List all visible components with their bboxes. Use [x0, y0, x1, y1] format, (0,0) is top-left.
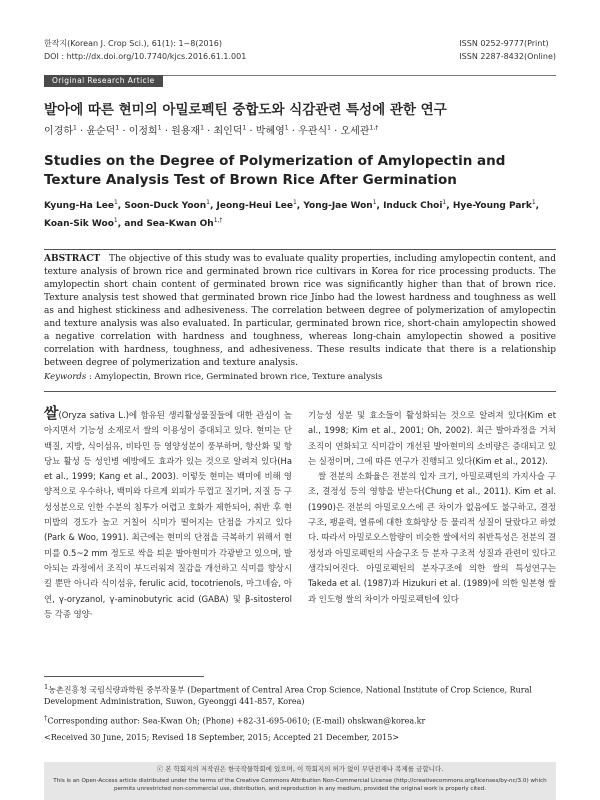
- korean-author: [86, 126, 119, 137]
- english-author-name: Kyung-Ha Lee: [44, 201, 114, 211]
- korean-author-name: 오세관: [340, 126, 370, 137]
- korean-author: [298, 126, 331, 137]
- korean-author-affiliation: 1: [242, 124, 247, 132]
- korean-author-affiliation: 1: [115, 124, 120, 132]
- body-right-paragraph-2: 쌀 전분의 소화율은 전분의 입자 크기, 아밀로펙틴의 가지사슬 구조, 결정성 등의 영향을 받는다(Chung et al., 2011). Kim et al. (1990)은 전분의 아밀로오스에 큰 차이가 없음에도 불구하고, 결정구조, 팽윤력, 열류에 대한 호화양상 등 물리적 성질이 달랐다고 하였다. 따라서 아밀로오스함량이 비슷한 쌀에서의 취반특성은 전분의 결정성과 아밀로펙틴의 사슬구조 등 분자 구조적 성질과 관련이 있다고 생각되어진다. 아밀로펙틴의 분자구조에 의한 쌀의 특성연구는 Takeda et al. (1987)과 Hizukuri et al. (1989)에 의한 일본형 쌀과 인도형 쌀의 차이가 아밀로펙틴에 있다: [308, 471, 556, 604]
- issn-online: ISSN 2287-8432(Online): [459, 51, 556, 61]
- korean-author-affiliation: 1: [200, 124, 204, 132]
- dropcap: 쌀: [44, 404, 59, 422]
- license-bar: [44, 762, 556, 800]
- english-author: [44, 201, 118, 211]
- issn-print: ISSN 0252-9777(Print): [459, 39, 549, 48]
- english-author-name: Soon-Duck Yoon: [124, 201, 207, 211]
- abstract-text: The objective of this study was to evaluate quality properties, including amylopectin content, and texture analysis of brown rice and germinated brown rice cultivars in Korea for rice processing products. The amylopectin short chain content of germinated brown rice was significantly higher than that of brown rice. Texture analysis test showed that germinated brown rice Jinbo had the lowest hardness and toughness as well as and highest stickiness and adhesiveness. The correlation between degree of polymerization of amylopectin and texture analysis was also evaluated. In particular, germinated brown rice, short-chain amylopectin showed a negative correlation with hardness and toughness, whereas long-chain amylopectin showed a positive correlation with hardness, toughness, and adhesiveness. These results indicate that there is a relationship between degree of polymerization and texture analysis.: [44, 254, 556, 368]
- body-left-column: [44, 404, 292, 622]
- english-author: [44, 216, 118, 229]
- body-right-paragraph-1: 기능성 성분 및 효소들이 활성화되는 것으로 알려져 있다(Kim et al., 1998; Kim et al., 2001; Oh, 2002). 최근 발아과정을 거쳐 조직이 연화되고 식미감이 개선된 발아현미의 소비량은 증대되고 있는 실정이며, 그에 따른 연구가 진행되고 있다(Kim et al., 2012).: [308, 410, 556, 466]
- article-type-label: Original Research Article: [44, 75, 163, 87]
- keywords-text: : Amylopectin, Brown rice, Germinated brown rice, Texture analysis: [88, 372, 383, 382]
- body-right-column: [308, 408, 556, 607]
- issn-block: [459, 38, 556, 63]
- korean-author-affiliation: 1: [157, 124, 162, 132]
- english-author: [217, 201, 297, 211]
- korean-author-name: 이경하: [44, 126, 73, 137]
- english-author-name: Yong-Jae Won: [303, 201, 373, 211]
- body-left-text: (Oryza sativa L.)에 함유된 생리활성물질들에 대한 관심이 높아지면서 기능성 소재로서 쌀의 이용성이 증대되고 있다. 현미는 단백질, 지방, 식이섬유, 비타민 등 영양성분이 풍부하며, 항산화 및 항당뇨 활성 등 성인병 예방에도 효과가 있는 것으로 알려져 있다(Ha et al., 1999; Kang et al., 2003). 이렇듯 현미는 백미에 비해 영양적으로 우수하나, 백미와 다르게 외피가 두껍고 질기며, 지질 등 구성성분으로 인한 수분의 침투가 어렵고 호화가 제한되어, 취반 후 현미밥의 경도가 높고 거칠어 식미가 떨어지는 단점을 가지고 있다(Park & Woo, 1991). 최근에는 현미의 단점을 극복하기 위해서 현미를 0.5~2 mm 정도로 싹을 틔운 발아현미가 각광받고 있으며, 발아되는 과정에서 조직이 부드러워져 질감을 개선하고 식미를 향상시킬 뿐만 아니라 식이섬유, ferulic acid, tocotrienols, 마그네슘, 아연, γ-oryzanol, γ-aminobutyric acid (GABA) 및 β-sitosterol 등 각종 영양·: [44, 410, 292, 619]
- english-author-affiliation: 1: [531, 199, 536, 206]
- keywords-label: Keywords: [44, 372, 87, 382]
- keywords: [44, 371, 556, 383]
- korean-author-name: 우관식: [298, 126, 328, 137]
- english-author-affiliation: 1: [113, 199, 118, 206]
- corresponding-footnote: †Corresponding author: Sea-Kwan Oh; (Phone) +82-31-695-0610; (E-mail) ohskwan@korea.kr: [44, 713, 426, 726]
- english-author-affiliation: 1: [292, 199, 297, 206]
- copyright-notice: ⓒ 본 학회지의 저작권은 한국작물학회에 있으며, 이 학회지의 허가 없이 무단전재나 복제를 금합니다.: [156, 765, 444, 773]
- korean-author-affiliation: 1,†: [369, 124, 379, 132]
- english-author-name: and Sea-Kwan Oh: [124, 218, 214, 229]
- article-type-bar: [44, 75, 556, 87]
- korean-author: [341, 126, 379, 137]
- abstract-bottom-rule: [44, 391, 556, 392]
- english-author: [124, 201, 210, 211]
- korean-author: [129, 126, 162, 137]
- abstract-top-rule: [44, 249, 556, 250]
- english-author-name: Koan-Sik Woo: [44, 218, 114, 229]
- korean-author: [171, 126, 204, 137]
- english-author-affiliation: 1: [113, 216, 118, 224]
- dates-footnote: <Received 30 June, 2015; Revised 18 September, 2015; Accepted 21 December, 2015>: [44, 732, 400, 742]
- korean-author-name: 원용재: [171, 126, 201, 137]
- footnotes: [44, 682, 556, 748]
- english-author: [383, 201, 446, 211]
- korean-author: [213, 126, 246, 137]
- license-line-3: permits unrestricted non-commercial use, distribution, and reproduction in any medium, provided the original work is properly cited.: [113, 786, 487, 792]
- doi-link[interactable]: DOI : http://dx.doi.org/10.7740/kjcs.2016.61.1.001: [44, 51, 247, 61]
- affiliation-footnote: $^1$농촌진흥청 국립식량과학원 중부작물부 (Department of Central Area Crop Science, National Institute of Crop Science, Rural Development Administration, Suwon, Gyeonggi 441-857, Korea): [44, 683, 532, 707]
- korean-author-name: 박혜영: [255, 126, 285, 137]
- english-author: [453, 201, 536, 211]
- journal-citation: 한작지(Korean J. Crop Sci.), 61(1): 1~8(2016): [44, 39, 222, 48]
- english-author: [303, 201, 376, 211]
- english-author: [124, 216, 223, 229]
- korean-author: [256, 126, 289, 137]
- korean-author-name: 최인덕: [213, 126, 243, 137]
- korean-author-name: 이정희: [128, 126, 158, 137]
- korean-author-affiliation: 1: [284, 124, 289, 132]
- english-author-name: Jeong-Heui Lee: [216, 201, 293, 211]
- korean-author-affiliation: 1: [327, 124, 331, 132]
- korean-title: 발아에 따른 현미의 아밀로펙틴 중합도와 식감관련 특성에 관한 연구: [44, 102, 447, 118]
- english-author-name: Induck Choi: [383, 201, 443, 211]
- footnote-rule: [44, 676, 204, 677]
- korean-author-name: 윤순덕: [86, 126, 116, 137]
- english-author-affiliation: 1,†: [213, 216, 223, 224]
- english-author-name: Hye-Young Park: [452, 201, 532, 211]
- korean-authors: 이경하$^1$ · 윤순덕$^1$ · 이정희$^1$ · 원용재$^1$ · 최인덕$^1$ · 박혜영$^1$ · 우관식$^1$ · 오세관$^{1,\dagger}$: [44, 124, 379, 137]
- english-title: Studies on the Degree of Polymerization of Amylopectin and Texture Analysis Test of Brown Rice After Germination: [44, 153, 506, 188]
- abstract-label: ABSTRACT: [44, 254, 101, 264]
- korean-author-affiliation: 1: [72, 124, 77, 132]
- abstract: [44, 253, 556, 370]
- license-line-2: This is an Open-Access article distributed under the terms of the Creative Commons Attribution Non-Commercial License (http://creativecommons.org/licenses/by-nc/3.0) which: [53, 777, 547, 784]
- english-author-affiliation: 1: [372, 199, 377, 206]
- english-author-affiliation: 1: [206, 199, 210, 206]
- journal-header: [44, 38, 246, 63]
- english-authors: Kyung-Ha Lee$^1$, Soon-Duck Yoon$^1$, Jeong-Heui Lee$^1$, Yong-Jae Won$^1$, Induck Choi$^1$, Hye-Young Park$^1$, Koan-Sik Woo$^1$, and Sea-Kwan $Oh^{1,\dagger}$: [44, 199, 540, 229]
- korean-author: [44, 126, 77, 137]
- english-author-affiliation: 1: [442, 199, 447, 206]
